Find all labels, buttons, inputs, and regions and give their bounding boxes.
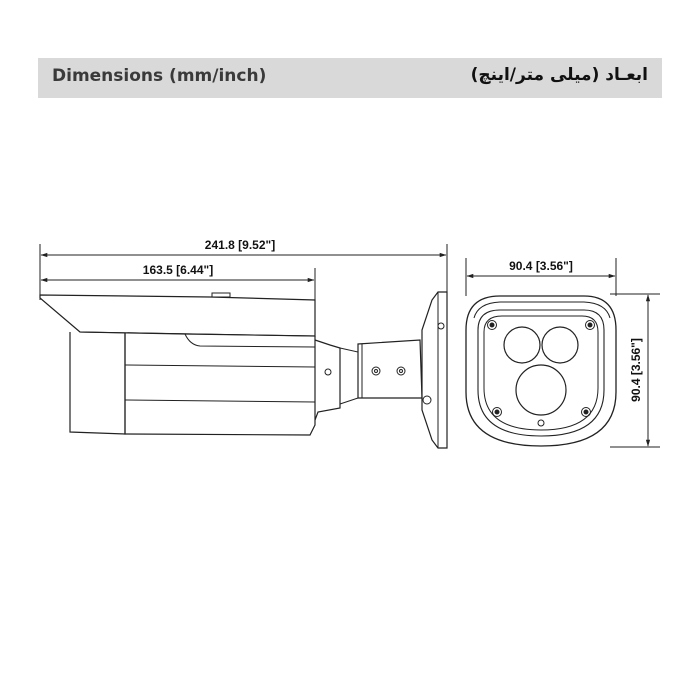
front-screw-tr-center xyxy=(588,323,592,327)
front-screw-tl-center xyxy=(490,323,494,327)
base-screw-top xyxy=(438,323,444,329)
arm-screw-1-center xyxy=(375,370,378,373)
sunshield-edge xyxy=(80,332,315,336)
base-screw-bottom xyxy=(423,396,431,404)
camera-body xyxy=(125,333,315,435)
front-bezel-inner xyxy=(478,310,604,436)
header-title-fa: ابعـاد (میلی متر/اینچ) xyxy=(470,65,648,85)
front-screw-br-center xyxy=(584,410,588,414)
ir-led-right xyxy=(542,327,578,363)
wall-base xyxy=(422,292,447,448)
front-height-label: 90.4 [3.56"] xyxy=(629,338,643,402)
body-length-label: 163.5 [6.44"] xyxy=(142,263,214,277)
body-seam-1 xyxy=(125,365,315,367)
front-housing xyxy=(466,296,616,446)
front-width-label: 90.4 [3.56"] xyxy=(509,259,573,273)
arm-screw-2 xyxy=(397,367,405,375)
shield-clip xyxy=(212,293,230,297)
front-sensor xyxy=(538,420,544,426)
side-view xyxy=(40,244,447,448)
bracket-arm xyxy=(358,340,422,398)
front-screw-bl-center xyxy=(495,410,499,414)
ir-led-left xyxy=(504,327,540,363)
neck-joint xyxy=(315,340,340,420)
front-bezel xyxy=(70,332,125,434)
overall-length-label: 241.8 [9.52"] xyxy=(204,238,276,252)
neck-screw xyxy=(325,369,331,375)
body-seam-2 xyxy=(125,400,315,402)
neck-ring xyxy=(340,348,358,404)
header-title-en: Dimensions (mm/inch) xyxy=(52,66,267,86)
sunshield xyxy=(40,295,315,336)
arm-screw-2-center xyxy=(400,370,403,373)
camera-lens xyxy=(516,365,566,415)
arm-screw-1 xyxy=(372,367,380,375)
